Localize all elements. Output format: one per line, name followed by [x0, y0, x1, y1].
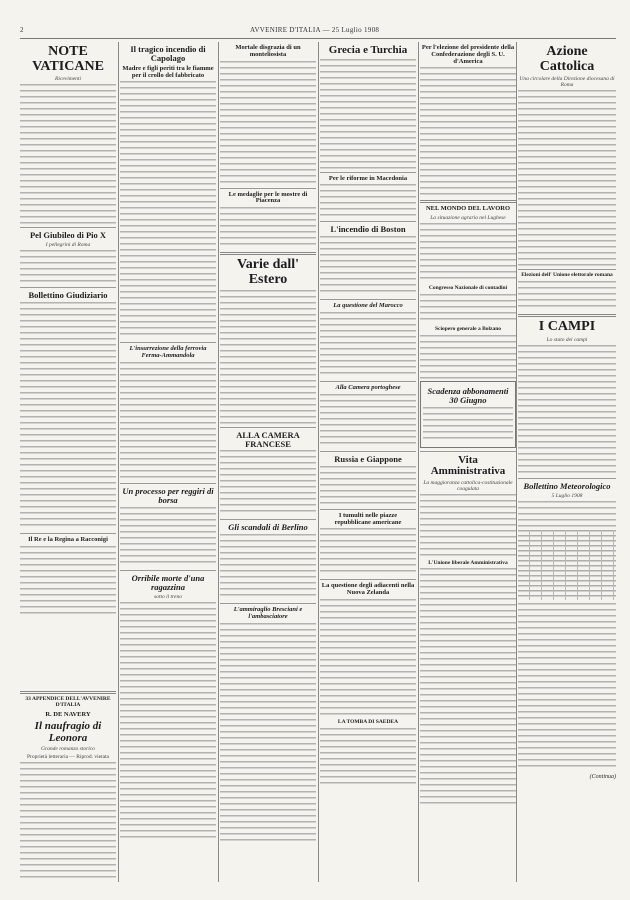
article-text [220, 207, 316, 249]
separator [20, 533, 116, 534]
article-text [120, 81, 216, 339]
separator [420, 200, 516, 203]
article-text [420, 294, 516, 324]
headline-vita-amministrativa: Vita Amministrativa [430, 453, 506, 478]
separator [120, 570, 216, 571]
page-number: 2 [20, 26, 24, 34]
headline-re-regina: Il Re e la Regina a Racconigi [28, 536, 108, 544]
serial-rights: Proprietà letteraria — Riprod. vietata [26, 754, 109, 761]
article-text [120, 362, 216, 480]
article-text [320, 59, 416, 169]
column-divider [418, 42, 419, 882]
headline-mondo-lavoro: NEL MONDO DEL LAVORO [425, 205, 511, 213]
column-2 [120, 42, 216, 882]
article-text [518, 501, 616, 527]
separator [320, 299, 416, 300]
column-divider [516, 42, 517, 882]
article-text [20, 302, 116, 530]
headline-sciopero-bolzano: Sciopero generale a Bolzano [434, 326, 502, 333]
subheadline: Lo stato dei campi [546, 336, 588, 343]
notice-text [423, 407, 513, 443]
headline-camera-francese: ALLA CAMERA FRANCESE [236, 429, 300, 449]
subheadline: Ricevimenti [55, 76, 81, 83]
headline-ammiraglio: L'ammiraglio Bresciani e l'ambasciatore [233, 606, 303, 621]
article-text [220, 450, 316, 516]
column-6 [518, 42, 616, 882]
separator [120, 483, 216, 484]
headline-giubileo: Pel Giubileo di Pio X [29, 230, 107, 241]
headline-note-vaticane: NOTE VATICANE [32, 44, 104, 74]
serial-author: R. DE NAVERY [45, 710, 91, 718]
article-text [320, 466, 416, 506]
separator [420, 451, 516, 452]
separator [220, 188, 316, 189]
headline-scadenza-abbonamenti: Scadenza abbonamenti 30 Giugno [427, 385, 509, 405]
masthead [20, 24, 616, 38]
separator [518, 314, 616, 317]
headline-medaglie-piacenza: Le medaglie per le mostre di Piacenza [228, 190, 308, 205]
article-text [320, 728, 416, 788]
column-divider [218, 42, 219, 882]
headline-tumulti: I tumulti nelle piazze repubblicane americane [334, 511, 402, 526]
headline-unione-liberale: L'Unione liberale Amministrativa [428, 559, 508, 566]
article-text [420, 494, 516, 558]
headline-questione-marocco: La questione del Marocco [333, 302, 403, 310]
article-text [120, 507, 216, 567]
running-header: AVVENIRE D'ITALIA — 25 Luglio 1908 [250, 26, 380, 34]
article-text [518, 345, 616, 475]
article-text [220, 623, 316, 843]
separator [320, 509, 416, 510]
headline-bollettino-meteorologico: Bollettino Meteorologico [523, 480, 611, 491]
serial-subtitle: Grande romanzo storico [41, 746, 95, 753]
serial-text [20, 762, 116, 880]
headline-russia-giappone: Russia e Giappone [334, 453, 402, 464]
article-text [20, 546, 116, 616]
top-rule [20, 38, 616, 39]
article-text [320, 312, 416, 378]
headline-azione-cattolica: Azione Cattolica [539, 44, 595, 74]
serial-label: 33 APPENDICE DELL'AVVENIRE D'ITALIA [25, 696, 111, 708]
article-text [320, 184, 416, 218]
headline-madre-figli: Madre e figli periti tra le fiamme per il crollo del fabbricato [122, 64, 214, 79]
headline-mortale-disgrazia: Mortale disgrazia di un monteliosista [235, 44, 301, 58]
column-divider [318, 42, 319, 882]
subheadline: I pellegrini di Roma [45, 242, 91, 249]
subheadline: Una circolare della Direzione diocesana di Roma [519, 76, 615, 89]
serial-feuilleton [20, 688, 116, 882]
article-text [20, 250, 116, 284]
separator [220, 603, 316, 604]
subscription-notice [420, 381, 516, 448]
article-text [220, 534, 316, 600]
headline-insurrezione-ferrovia: L'insurrezione della ferrovia Ferma-Ammandola [129, 345, 207, 360]
headline-nuova-zelanda: La questione degli adiacenti nella Nuova Zelanda [321, 582, 415, 597]
article-text [220, 290, 316, 424]
serial-title: Il naufragio di Leonora [34, 720, 102, 744]
article-text [420, 568, 516, 808]
headline-camera-portoghese: Alla Camera portoghese [335, 384, 401, 392]
article-text [518, 281, 616, 311]
article-text [120, 602, 216, 838]
separator [20, 691, 116, 694]
separator [220, 427, 316, 428]
article-text [320, 528, 416, 576]
separator [320, 451, 416, 452]
separator [320, 579, 416, 580]
separator [20, 287, 116, 288]
headline-elezione-presidente: Per l'elezione del presidente della Confederazione degli S. U. d'America [421, 44, 515, 65]
column-divider [118, 42, 119, 882]
headline-incendio-boston: L'incendio di Boston [330, 224, 406, 235]
separator [320, 221, 416, 222]
subheadline: 5 Luglio 1908 [551, 492, 583, 499]
article-text [518, 90, 616, 266]
headline-grecia-turchia: Grecia e Turchia [328, 44, 408, 56]
article-text [20, 84, 116, 224]
article-text [420, 223, 516, 283]
separator [320, 172, 416, 173]
headline-incendio-capolago: Il tragico incendio di Capolago [130, 44, 206, 63]
headline-bollettino-giudiziario: Bollettino Giudiziario [28, 290, 108, 301]
headline-tomba-saedea: LA TOMBA DI SAEDEA [337, 719, 399, 726]
headline-i-campi: I CAMPI [538, 319, 596, 335]
article-text [518, 603, 616, 771]
article-text [320, 394, 416, 448]
column-3 [220, 42, 316, 882]
headline-processo-borsa: Un processo per reggiri di borsa [122, 486, 214, 506]
article-text [420, 335, 516, 379]
separator [518, 269, 616, 270]
headline-congresso-contadini: Congresso Nazionale di contadini [428, 285, 508, 292]
headline-scandali-berlino: Gli scandali di Berlino [228, 522, 308, 533]
article-text [320, 599, 416, 717]
headline-riforme-macedonia: Per le riforme in Macedonia [328, 174, 408, 182]
subheadline: La situazione agraria nel Lughese [430, 215, 506, 222]
article-text [220, 61, 316, 185]
separator [220, 252, 316, 255]
column-4 [320, 42, 416, 882]
weather-table [518, 530, 616, 600]
subheadline: sotto il treno [154, 593, 182, 600]
column-5 [420, 42, 516, 882]
separator [518, 478, 616, 479]
headline-orribile-morte: Orribile morte d'una ragazzina [131, 572, 205, 592]
separator [120, 342, 216, 343]
separator [320, 381, 416, 382]
article-text [320, 236, 416, 296]
article-text [420, 67, 516, 197]
headline-varie-estero: Varie dall' Estero [236, 257, 300, 287]
subheadline: La maggioranza cattolica-costituzionale coagulata [423, 479, 513, 492]
separator [220, 519, 316, 520]
continua-signature: (Continua) [589, 773, 616, 780]
separator [20, 227, 116, 228]
headline-elezioni-unione: Elezioni dell' Unione elettorale romana [521, 272, 613, 279]
